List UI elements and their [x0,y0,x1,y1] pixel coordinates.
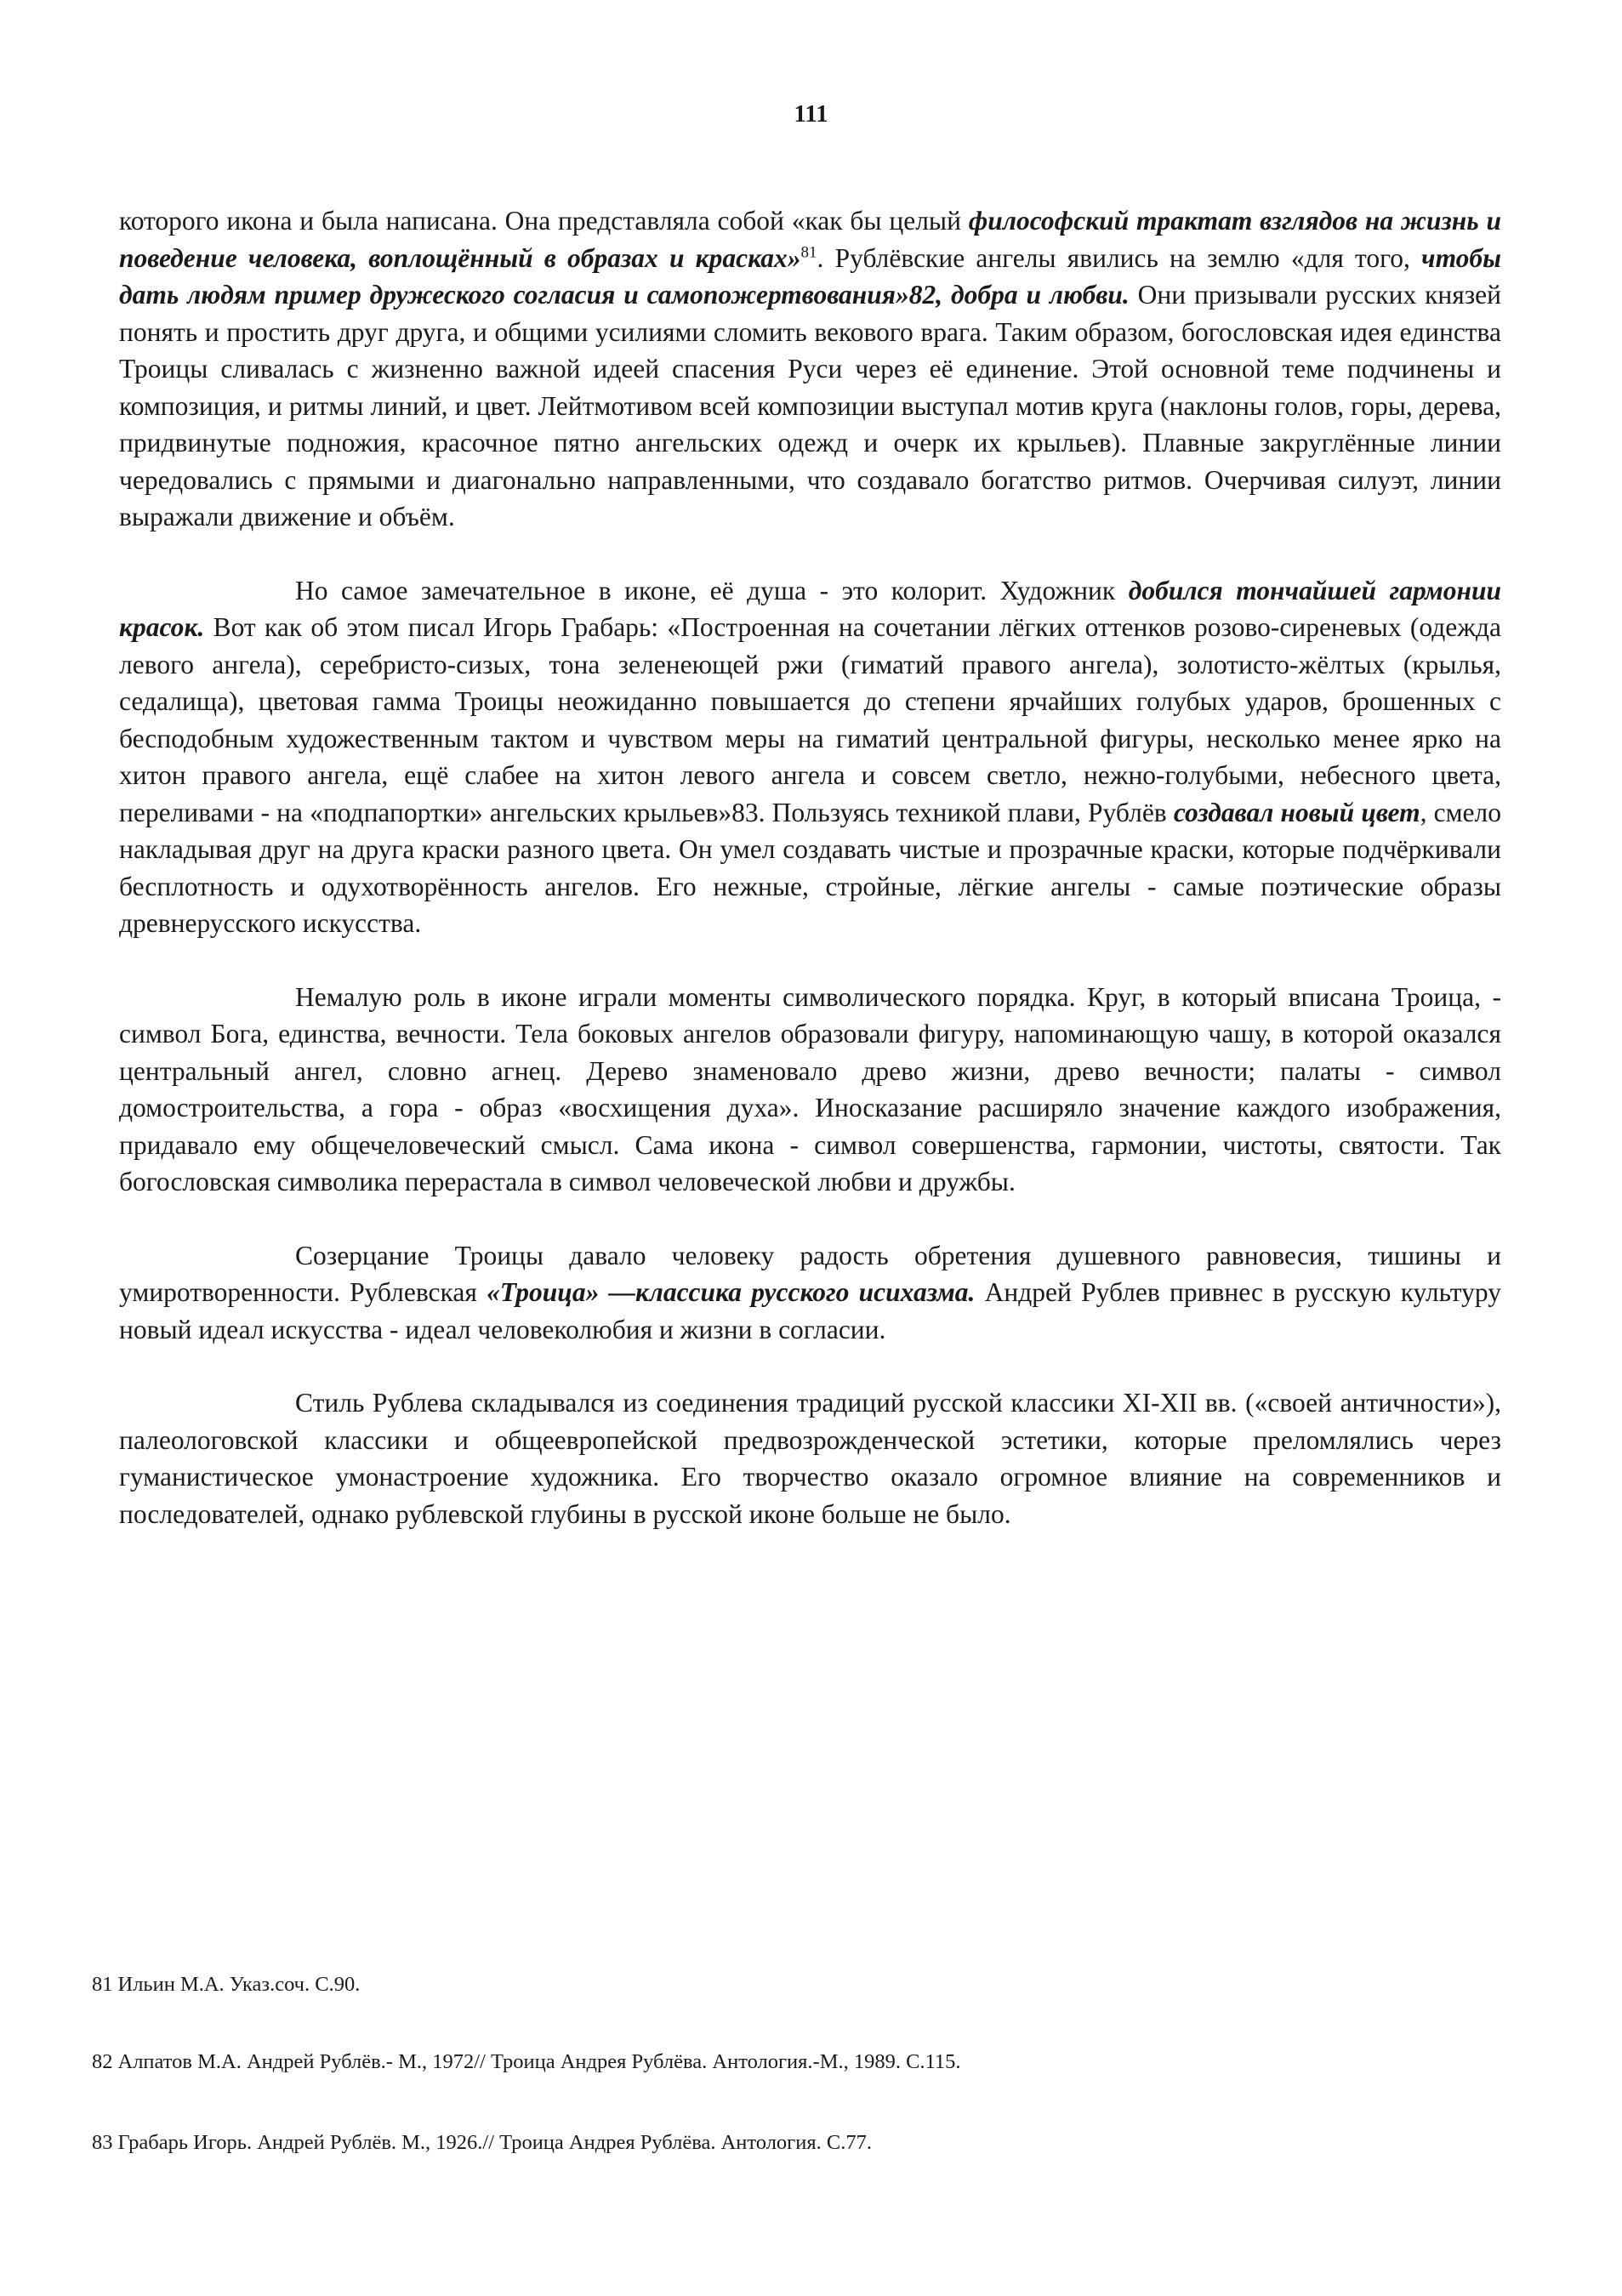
text-run: которого икона и была написана. Она представляла собой «как бы целый [119,206,969,236]
text-run: . Рублёвские ангелы явились на землю «для того, [817,242,1422,273]
emphasis-text: создавал новый цвет [1173,797,1420,827]
text-run: Андрей Рублев привнес в русскую культуру новый идеал искусства - идеал человеколюбия и жизни в согласии. [119,1277,1501,1344]
footnote-83 [92,2131,872,2155]
page-number: 111 [794,100,828,128]
footnote-number: 81 [92,1973,113,1996]
text-run: Созерцание Троицы давало человеку радость обретения душевного равновесия, тишины и умиротворенности. Рублевская [119,1240,1501,1307]
emphasis-text: «Троица» —классика русского исихазма. [487,1277,976,1307]
footnote-reference: 81 [800,243,817,261]
text-run: Немалую роль в иконе играли моменты символического порядка. Круг, в который вписана Троица, - символ Бога, единства, вечности. Тела боковых ангелов образовали фигуру, напоминающую чашу, в которой оказался центральный ангел, словно агнец. Дерево знаменовало древо жизни, древо вечности; палаты - символ домостроительства, а гора - образ «восхищения духа». Иносказание расширяло значение каждого изображения, придавало ему общечеловеческий смысл. Сама икона - символ совершенства, гармонии, чистоты, святости. Так богословская символика перерастала в символ человеческой любви и дружбы. [119,981,1501,1196]
footnote-number: 82 [92,2050,113,2073]
paragraph-2 [119,572,1501,942]
text-run: Стиль Рублева складывался из соединения традиций русской классики XI-XII вв. («своей античности»), палеологовской классики и общеевропейской предвозрожденческой эстетики, которые преломлялись через гуманистическое умонастроение художника. Его творчество оказало огромное влияние на современников и последователей, однако рублевской глубины в русской иконе больше не было. [119,1388,1501,1529]
text-run: , смело накладывая друг на друга краски разного цвета. Он умел создавать чистые и прозрачные краски, которые подчёркивали бесплотность и одухотворённость ангелов. Его нежные, стройные, лёгкие ангелы - самые поэтические образы древнерусского искусства. [119,797,1501,938]
footnote-text: Алпатов М.А. Андрей Рублёв.- М., 1972// Троица Андрея Рублёва. Антология.-М., 1989. С.115. [117,2050,961,2073]
text-run: Но самое замечательное в иконе, её душа - это колорит. Художник [295,575,1129,605]
footnote-82 [92,2050,961,2074]
text-run: Вот как об этом писал Игорь Грабарь: «Построенная на сочетании лёгких оттенков розово-сиреневых (одежда левого ангела), серебристо-сизых, тона зеленеющей ржи (гиматий правого ангела), золотисто-жёлтых (крылья, седалища), цветовая гамма Троицы неожиданно повышается до степени ярчайших голубых ударов, брошенных с бесподобным художественным тактом и чувством меры на гиматий центральной фигуры, несколько менее ярко на хитон правого ангела, ещё слабее на хитон левого ангела и совсем светло, нежно-голубыми, небесного цвета, переливами - на «подпапортки» ангельских крыльев»83. Пользуясь техникой плави, Рублёв [119,612,1501,827]
footnote-81 [92,1973,360,1997]
paragraph-4 [119,1237,1501,1349]
paragraph-3 [119,979,1501,1201]
text-run: Они призывали русских князей понять и простить друг друга, и общими усилиями сломить векового врага. Таким образом, богословская идея единства Троицы сливалась с жизненно важной идеей спасения Руси через её единение. Этой основной теме подчинены и композиция, и ритмы линий, и цвет. Лейтмотивом всей композиции выступал мотив круга (наклоны голов, горы, дерева, придвинутые подножия, красочное пятно ангельских одежд и очерк их крыльев). Плавные закруглённые линии чередовались с прямыми и диагонально направленными, что создавало богатство ритмов. Очерчивая силуэт, линии выражали движение и объём. [119,280,1501,531]
footnote-text: Ильин М.А. Указ.соч. С.90. [117,1973,361,1996]
emphasis-text: чтобы дать людям пример дружеского согласия и самопожертвования»82, добра и любви. [119,242,1501,310]
footnote-number: 83 [92,2131,113,2154]
emphasis-text: философский трактат взглядов на жизнь и поведение человека, воплощённый в образах и красках» [119,206,1501,273]
footnote-text: Грабарь Игорь. Андрей Рублёв. М., 1926.// Троица Андрея Рублёва. Антология. С.77. [117,2131,872,2154]
main-text [119,202,1501,1569]
emphasis-text: добился тончайшей гармонии красок. [119,575,1501,642]
paragraph-1 [119,202,1501,536]
paragraph-5 [119,1384,1501,1532]
